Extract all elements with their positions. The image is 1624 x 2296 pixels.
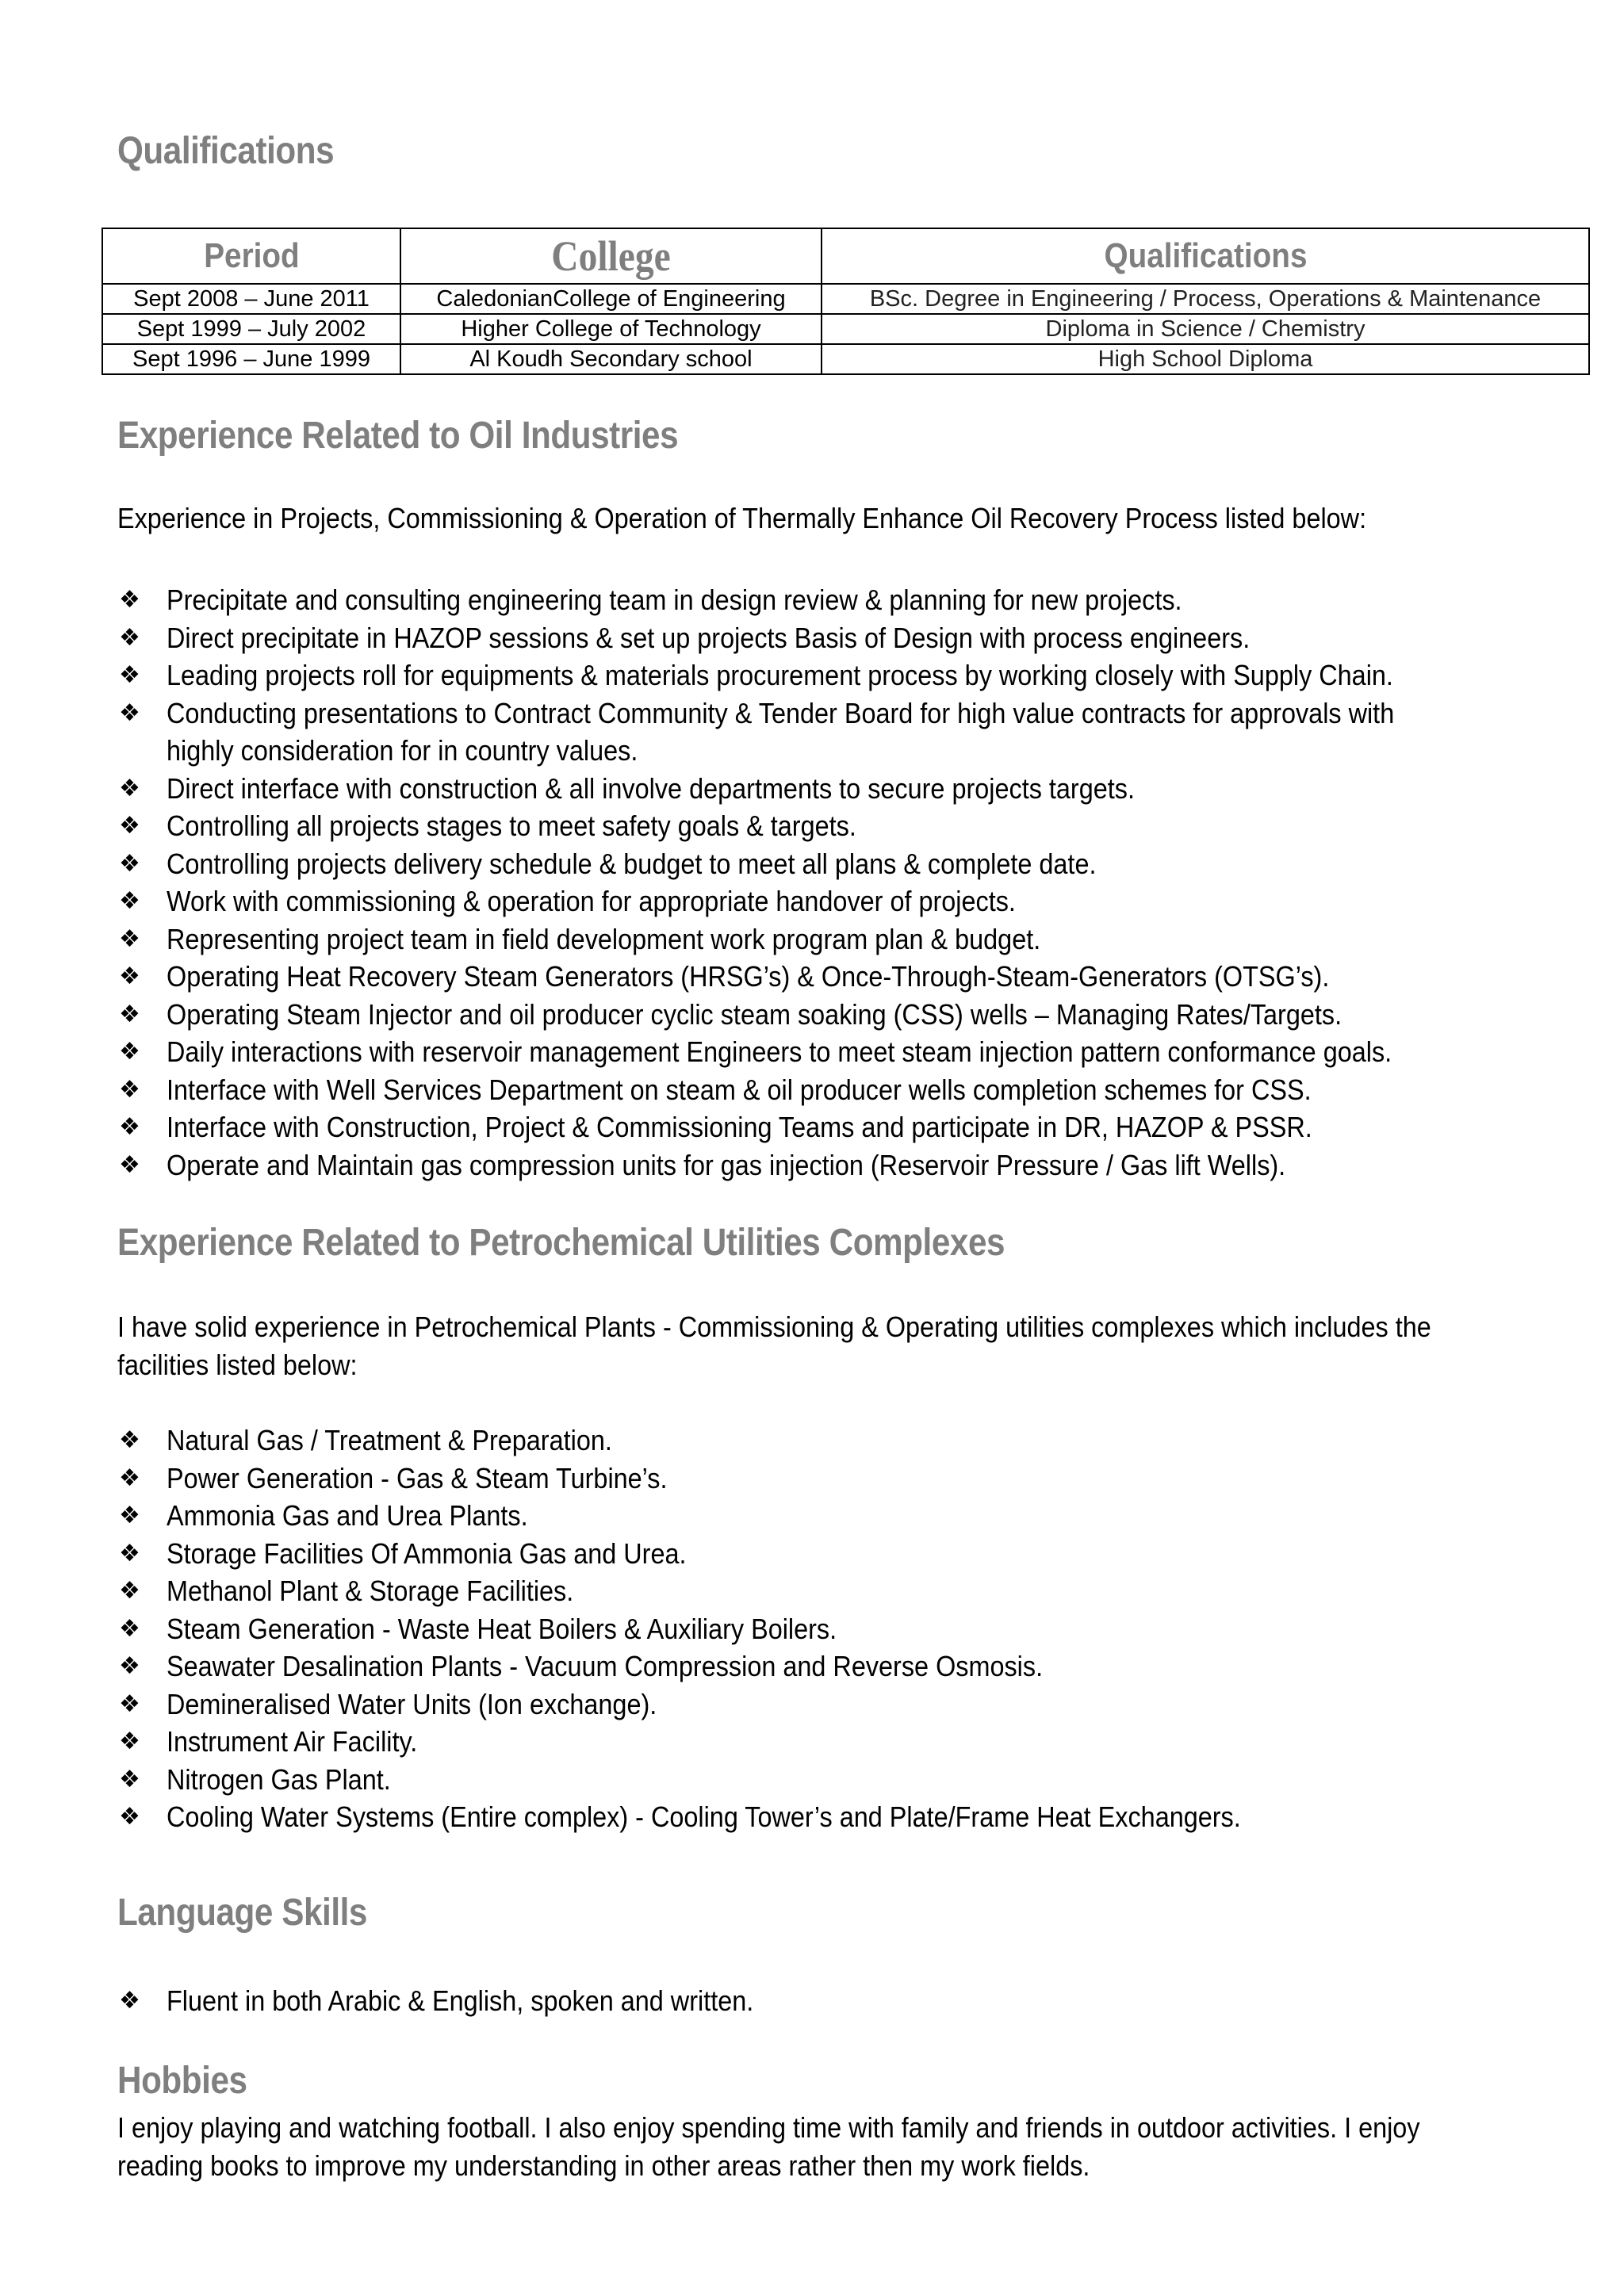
list-item: ❖ Seawater Desalination Plants - Vacuum Compression and Reverse Osmosis. [117,1647,1360,1686]
list-item: ❖ Cooling Water Systems (Entire complex) - Cooling Tower’s and Plate/Frame Heat Exchangers. [117,1798,1360,1836]
diamond-star-bullet-icon: ❖ [119,962,140,990]
diamond-star-bullet-icon: ❖ [119,849,140,878]
language-skills-heading: Language Skills [117,1892,367,1934]
table-header-row [102,228,1589,284]
list-item: ❖ Operating Heat Recovery Steam Generators (HRSG’s) & Once-Through-Steam-Generators (OTSG’s). [117,958,1530,996]
column-header-college: College [400,228,822,284]
language-skills-list [117,1982,818,2020]
oil-experience-intro: Experience in Projects, Commissioning & Operation of Thermally Enhance Oil Recovery Process listed below: [117,502,1367,534]
list-item: ❖ Controlling all projects stages to meet safety goals & targets. [117,807,1530,845]
diamond-star-bullet-icon: ❖ [119,623,140,652]
diamond-star-bullet-icon: ❖ [119,586,140,614]
diamond-star-bullet-icon: ❖ [119,1765,140,1793]
list-item: ❖ Natural Gas / Treatment & Preparation. [117,1422,1360,1460]
list-item: ❖ Demineralised Water Units (Ion exchange). [117,1686,1360,1724]
list-item: ❖ Nitrogen Gas Plant. [117,1761,1360,1799]
diamond-star-bullet-icon: ❖ [119,1987,140,2015]
cell-college: Al Koudh Secondary school [400,344,822,374]
hobbies-heading: Hobbies [117,2060,247,2102]
petrochemical-experience-intro: I have solid experience in Petrochemical Plants - Commissioning & Operating utilities complexes which includes the facilities listed below: [117,1311,1431,1381]
list-item: ❖ Representing project team in field development work program plan & budget. [117,920,1530,959]
diamond-star-bullet-icon: ❖ [119,887,140,915]
cell-qualification: Diploma in Science / Chemistry [822,314,1589,344]
qualifications-heading: Qualifications [117,130,335,172]
diamond-star-bullet-icon: ❖ [119,1502,140,1529]
hobbies-text: I enjoy playing and watching football. I also enjoy spending time with family and friends in outdoor activities. I enjoy reading books to improve my understanding in other areas rather then my work fields. [117,2111,1420,2182]
list-item: ❖ Operating Steam Injector and oil producer cyclic steam soaking (CSS) wells – Managing Rates/Targets. [117,996,1530,1034]
diamond-star-bullet-icon: ❖ [119,1464,140,1492]
list-item: ❖ Interface with Well Services Department on steam & oil producer wells completion schemes for CSS. [117,1071,1530,1109]
diamond-star-bullet-icon: ❖ [119,1150,140,1179]
list-item: ❖ Methanol Plant & Storage Facilities. [117,1572,1360,1610]
list-item: ❖ Controlling projects delivery schedule & budget to meet all plans & complete date. [117,845,1530,883]
diamond-star-bullet-icon: ❖ [119,812,140,840]
diamond-star-bullet-icon: ❖ [119,1614,140,1643]
list-item: ❖ Leading projects roll for equipments & materials procurement process by working closely with Supply Chain. [117,656,1530,695]
list-item: ❖ Operate and Maintain gas compression units for gas injection (Reservoir Pressure / Gas lift Wells). [117,1146,1530,1184]
column-header-period: Period [102,228,400,284]
petrochemical-experience-heading: Experience Related to Petrochemical Utilities Complexes [117,1222,1005,1264]
oil-experience-heading: Experience Related to Oil Industries [117,415,679,457]
diamond-star-bullet-icon: ❖ [119,774,140,802]
list-item: ❖ Fluent in both Arabic & English, spoken and written. [117,1982,818,2020]
list-item: ❖ Instrument Air Facility. [117,1723,1360,1761]
list-item: ❖ Conducting presentations to Contract Community & Tender Board for high value contracts for approvals with highly consideration for in country values. [117,695,1530,770]
cell-period: Sept 2008 – June 2011 [102,284,400,314]
diamond-star-bullet-icon: ❖ [119,1539,140,1567]
table-row [102,314,1589,344]
diamond-star-bullet-icon: ❖ [119,1728,140,1755]
diamond-star-bullet-icon: ❖ [119,1577,140,1605]
list-item: ❖ Daily interactions with reservoir management Engineers to meet steam injection pattern conformance goals. [117,1033,1530,1071]
list-item: ❖ Direct interface with construction & all involve departments to secure projects targets. [117,770,1530,808]
oil-experience-list [117,581,1530,1184]
column-header-qualifications: Qualifications [822,228,1589,284]
qualifications-table [102,228,1590,375]
cell-qualification: High School Diploma [822,344,1589,374]
list-item: ❖ Precipitate and consulting engineering team in design review & planning for new projects. [117,581,1530,619]
cell-college: Higher College of Technology [400,314,822,344]
list-item: ❖ Work with commissioning & operation for appropriate handover of projects. [117,882,1530,920]
diamond-star-bullet-icon: ❖ [119,1113,140,1141]
cell-period: Sept 1999 – July 2002 [102,314,400,344]
cell-period: Sept 1996 – June 1999 [102,344,400,374]
list-item: ❖ Steam Generation - Waste Heat Boilers & Auxiliary Boilers. [117,1610,1360,1648]
diamond-star-bullet-icon: ❖ [119,698,140,727]
list-item: ❖ Ammonia Gas and Urea Plants. [117,1497,1360,1535]
list-item: ❖ Storage Facilities Of Ammonia Gas and Urea. [117,1535,1360,1573]
diamond-star-bullet-icon: ❖ [119,1000,140,1028]
table-row [102,284,1589,314]
table-row [102,344,1589,374]
diamond-star-bullet-icon: ❖ [119,1652,140,1680]
petrochemical-facilities-list [117,1422,1360,1836]
diamond-star-bullet-icon: ❖ [119,1803,140,1831]
list-item: ❖ Interface with Construction, Project & Commissioning Teams and participate in DR, HAZOP & PSSR. [117,1108,1530,1146]
list-item: ❖ Power Generation - Gas & Steam Turbine’s. [117,1460,1360,1498]
cell-college: CaledonianCollege of Engineering [400,284,822,314]
diamond-star-bullet-icon: ❖ [119,924,140,953]
diamond-star-bullet-icon: ❖ [119,1075,140,1104]
diamond-star-bullet-icon: ❖ [119,1038,140,1066]
list-item: ❖ Direct precipitate in HAZOP sessions & set up projects Basis of Design with process engineers. [117,619,1530,657]
diamond-star-bullet-icon: ❖ [119,1689,140,1718]
diamond-star-bullet-icon: ❖ [119,1426,140,1454]
diamond-star-bullet-icon: ❖ [119,661,140,689]
cell-qualification: BSc. Degree in Engineering / Process, Operations & Maintenance [822,284,1589,314]
